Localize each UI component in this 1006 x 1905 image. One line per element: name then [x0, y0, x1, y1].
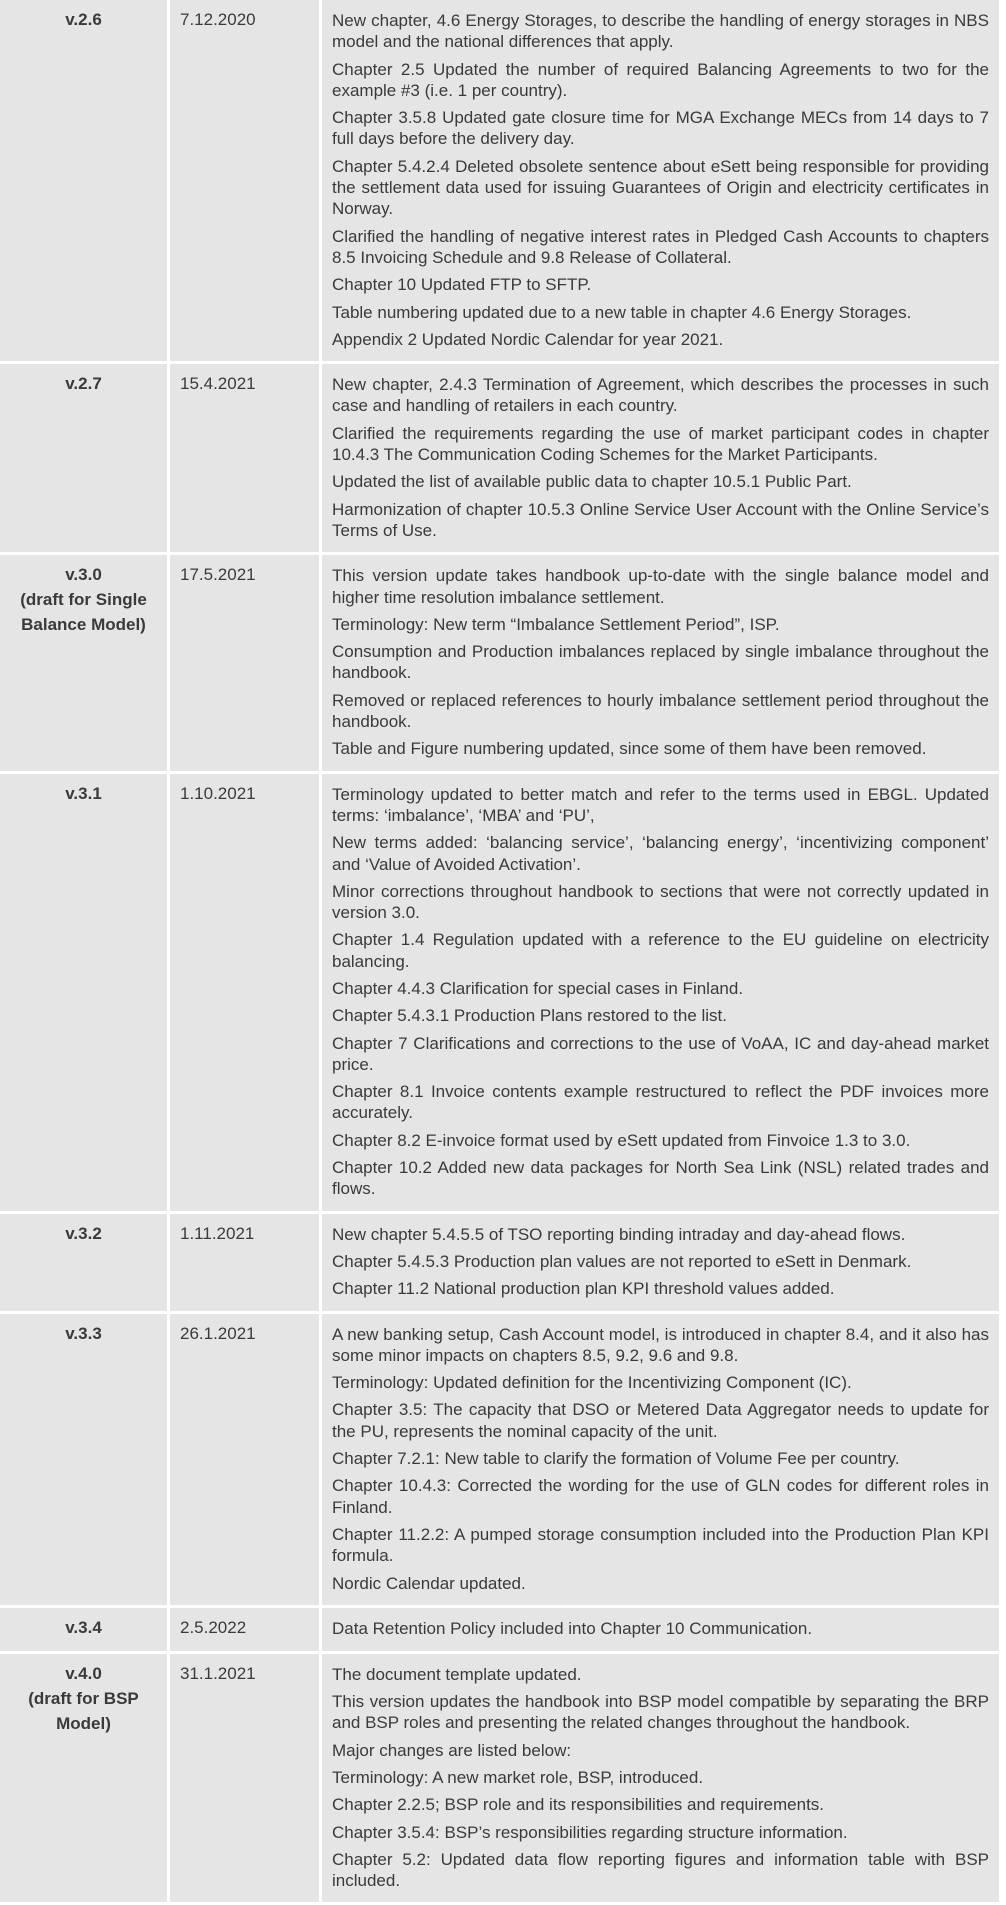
change-entry: Chapter 4.4.3 Clarification for special cases in Finland.: [332, 978, 744, 998]
change-entry: Clarified the handling of negative interest rates in Pledged Cash Accounts to chapters 8.5 Invoicing Schedule and 9.8 Release of Collateral.: [332, 226, 989, 267]
change-entry: Chapter 10.4.3: Corrected the wording for the use of GLN codes for different roles in Finland.: [332, 1476, 989, 1517]
change-entry: Data Retention Policy included into Chapter 10 Communication.: [332, 1618, 813, 1638]
change-entry: Chapter 10.2 Added new data packages for North Sea Link (NSL) related trades and flows.: [332, 1158, 989, 1199]
version-cell: [0, 0, 169, 363]
change-entry: Removed or replaced references to hourly imbalance settlement period throughout the handbook.: [332, 690, 989, 732]
change-entry: Chapter 5.4.5.3 Production plan values are not reported to eSett in Denmark.: [332, 1251, 912, 1271]
version-cell: [0, 1212, 169, 1312]
version-label: v.3.0: [65, 565, 102, 585]
version-label: Balance Model): [21, 615, 146, 635]
change-entry: This version updates the handbook into BSP model compatible by separating the BRP and BSP roles and presenting the related changes throughout the handbook.: [332, 1692, 989, 1733]
table-row: [0, 1606, 1001, 1652]
change-entry: Chapter 2.5 Updated the number of required Balancing Agreements to two for the example #3 (i.e. 1 per country).: [332, 59, 989, 100]
version-label: (draft for Single: [20, 590, 147, 610]
version-label: v.3.4: [65, 1617, 102, 1637]
change-entry: Terminology: A new market role, BSP, introduced.: [332, 1768, 704, 1787]
date-cell: 7.12.2020: [169, 0, 321, 363]
table-row: [0, 1312, 1001, 1606]
date-cell: 15.4.2021: [169, 363, 321, 554]
change-entry: New chapter 5.4.5.5 of TSO reporting binding intraday and day-ahead flows.: [332, 1224, 906, 1244]
version-label: v.3.1: [65, 783, 102, 803]
change-entry: Chapter 5.4.2.4 Deleted obsolete sentence about eSett being responsible for providing the settlement data used for issuing Guarantees of Origin and electricity certificates in Norway.: [332, 156, 989, 219]
changes-cell: [321, 1212, 1001, 1312]
changes-cell: [321, 0, 1001, 363]
version-cell: [0, 363, 169, 554]
change-entry: Table numbering updated due to a new table in chapter 4.6 Energy Storages.: [332, 302, 912, 322]
change-entry: Chapter 8.1 Invoice contents example restructured to reflect the PDF invoices more accurately.: [332, 1082, 989, 1123]
change-entry: This version update takes handbook up-to-date with the single balance model and higher time resolution imbalance settlement.: [332, 566, 989, 607]
change-entry: Appendix 2 Updated Nordic Calendar for year 2021.: [332, 329, 724, 349]
version-label: v.2.7: [65, 374, 102, 394]
table-row: [0, 554, 1001, 772]
changes-cell: [321, 554, 1001, 772]
change-entry: Chapter 2.2.5; BSP role and its responsibilities and requirements.: [332, 1795, 825, 1815]
date-cell: 1.11.2021: [169, 1212, 321, 1312]
change-entry: Chapter 11.2.2: A pumped storage consumption included into the Production Plan KPI formula.: [332, 1524, 989, 1566]
table-row: [0, 1652, 1001, 1904]
version-label: (draft for BSP: [28, 1688, 139, 1708]
version-cell: [0, 1606, 169, 1652]
change-entry: Chapter 10 Updated FTP to SFTP.: [332, 275, 592, 295]
change-entry: Chapter 3.5: The capacity that DSO or Metered Data Aggregator needs to update for the PU, represents the nominal capacity of the unit.: [332, 1400, 989, 1441]
change-entry: Chapter 3.5.8 Updated gate closure time for MGA Exchange MECs from 14 days to 7 full days before the delivery day.: [332, 108, 989, 149]
date-cell: 31.1.2021: [169, 1652, 321, 1904]
change-entry: Chapter 3.5.4: BSP’s responsibilities regarding structure information.: [332, 1822, 848, 1842]
changes-cell: [321, 363, 1001, 554]
change-entry: New terms added: ‘balancing service’, ‘balancing energy’, ‘incentivizing component’ and ‘Value of Avoided Activation’.: [332, 833, 989, 874]
change-entry: New chapter, 4.6 Energy Storages, to describe the handling of energy storages in NBS model and the national differences that apply.: [332, 11, 989, 52]
date-cell: 2.5.2022: [169, 1606, 321, 1652]
date-cell: 1.10.2021: [169, 772, 321, 1212]
table-row: [0, 363, 1001, 554]
change-entry: Table and Figure numbering updated, since some of them have been removed.: [332, 739, 927, 759]
change-entry: Major changes are listed below:: [332, 1740, 572, 1760]
change-entry: Minor corrections throughout handbook to sections that were not correctly updated in version 3.0.: [332, 881, 989, 923]
version-label: v.3.2: [65, 1223, 102, 1243]
table-row: [0, 772, 1001, 1212]
change-entry: Terminology: Updated definition for the Incentivizing Component (IC).: [332, 1373, 852, 1393]
version-cell: [0, 772, 169, 1212]
version-label: v.3.3: [65, 1323, 102, 1343]
change-entry: Chapter 7 Clarifications and corrections to the use of VoAA, IC and day-ahead market price.: [332, 1033, 989, 1074]
table-row: [0, 1212, 1001, 1312]
changes-cell: [321, 1652, 1001, 1904]
version-label: v.2.6: [65, 10, 102, 29]
date-cell: 17.5.2021: [169, 554, 321, 772]
version-cell: [0, 1652, 169, 1904]
change-entry: Nordic Calendar updated.: [332, 1573, 526, 1593]
table-row: [0, 0, 1001, 363]
version-cell: [0, 554, 169, 772]
change-entry: Consumption and Production imbalances replaced by single imbalance throughout the handbook.: [332, 642, 989, 683]
change-entry: Chapter 8.2 E-invoice format used by eSett updated from Finvoice 1.3 to 3.0.: [332, 1130, 911, 1150]
change-entry: A new banking setup, Cash Account model, is introduced in chapter 8.4, and it also has some minor impacts on chapters 8.5, 9.2, 9.6 and 9.8.: [332, 1324, 989, 1365]
change-entry: Chapter 1.4 Regulation updated with a reference to the EU guideline on electricity balancing.: [332, 930, 989, 971]
change-entry: The document template updated.: [332, 1664, 582, 1684]
version-label: v.4.0: [65, 1663, 102, 1683]
change-entry: Terminology updated to better match and refer to the terms used in EBGL. Updated terms: ‘imbalance’, ‘MBA’ and ‘PU’,: [332, 784, 989, 825]
change-entry: New chapter, 2.4.3 Termination of Agreement, which describes the processes in such case and handling of retailers in each country.: [332, 375, 989, 416]
changes-cell: [321, 1606, 1001, 1652]
changes-cell: [321, 772, 1001, 1212]
change-entry: Terminology: New term “Imbalance Settlement Period”, ISP.: [332, 614, 780, 634]
change-entry: Chapter 11.2 National production plan KPI threshold values added.: [332, 1279, 835, 1299]
change-entry: Chapter 7.2.1: New table to clarify the formation of Volume Fee per country.: [332, 1449, 900, 1469]
date-cell: 26.1.2021: [169, 1312, 321, 1606]
changes-cell: [321, 1312, 1001, 1606]
change-entry: Chapter 5.2: Updated data flow reporting figures and information table with BSP included.: [332, 1849, 989, 1891]
change-entry: Clarified the requirements regarding the use of market participant codes in chapter 10.4.3 The Communication Coding Schemes for the Market Participants.: [332, 423, 989, 465]
change-entry: Updated the list of available public data to chapter 10.5.1 Public Part.: [332, 472, 852, 492]
change-entry: Harmonization of chapter 10.5.3 Online Service User Account with the Online Service’s Terms of Use.: [332, 499, 989, 540]
change-entry: Chapter 5.4.3.1 Production Plans restored to the list.: [332, 1006, 728, 1026]
version-cell: [0, 1312, 169, 1606]
version-label: Model): [56, 1713, 111, 1733]
